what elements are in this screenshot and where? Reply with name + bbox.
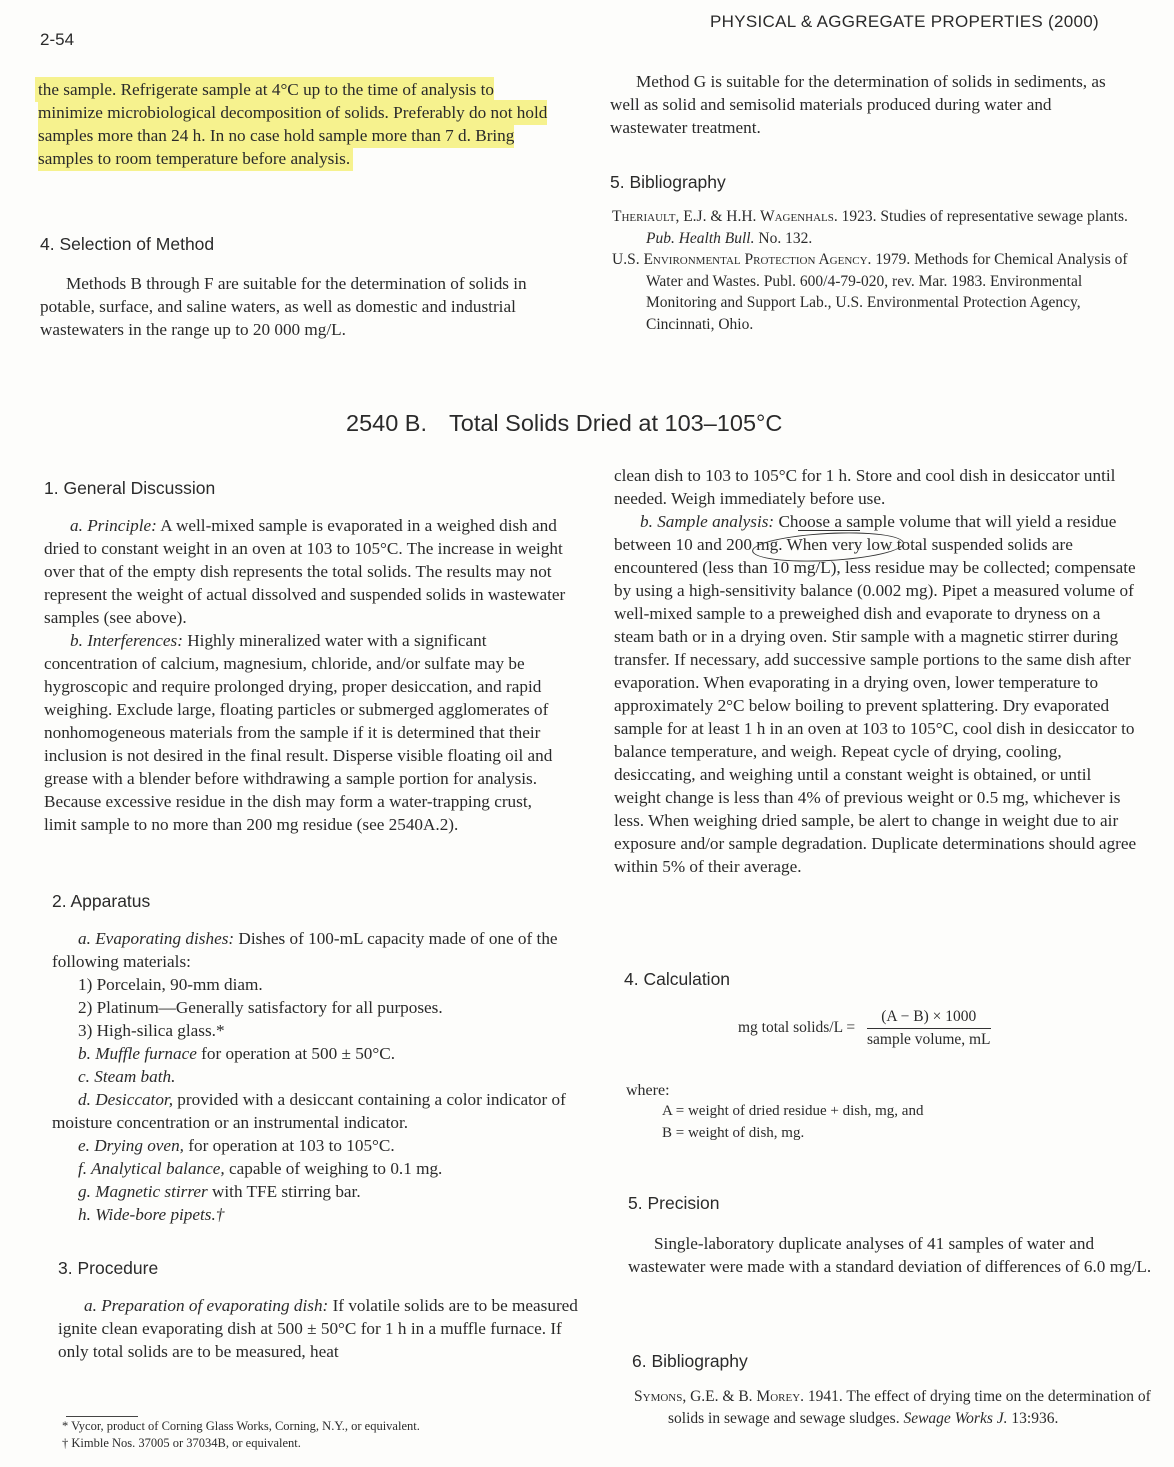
method-g-paragraph: Method G is suitable for the determination of solids in sediments, as well as solid and semisolid materials produced during water and wastewater treatment. — [610, 72, 1106, 137]
footnote-rule — [66, 1416, 138, 1417]
formula-denominator: sample volume, mL — [866, 1031, 991, 1048]
bib-entry: Symons, G.E. & B. Morey. 1941. The effect of drying time on the determination of solids in sewage and sewage sludges. Sewage Works J. 13:936. — [634, 1388, 1151, 1427]
general-discussion-heading: 1. General Discussion — [44, 478, 216, 498]
precision-heading: 5. Precision — [628, 1193, 720, 1213]
apparatus-list: a. Evaporating dishes: Dishes of 100-mL capacity made of one of the following materials: 1) Porcelain, 90-mm diam. 2) Platinum—Generally satisfactory for all purposes. 3) High-silica glass.* b. Muffle furnace for operation at 500 ± 50°C. c. Steam bath. d. Desiccator, provided with a desiccant containing a color indicator of moisture concentration or an instrumental indicator. e. Drying oven, for operation at 103 to 105°C. f. Analytical balance, capable of weighing to 0.1 mg. g. Magnetic stirrer with TFE stirring bar. h. Wide-bore pipets.† — [52, 929, 566, 1224]
bib-entry: U.S. Environmental Protection Agency. 1979. Methods for Chemical Analysis of Water and Wastes. Publ. 600/4-79-020, rev. Mar. 1983. Environmental Monitoring and Support Lab., U.S. Environmental Protection Agency, Cincinnati, Ohio. — [612, 251, 1128, 333]
bibliography-heading: 5. Bibliography — [610, 172, 726, 192]
variable-definitions — [662, 1100, 923, 1144]
precision-paragraph: Single-laboratory duplicate analyses of 41 samples of water and wastewater were made with a standard deviation of differences of 6.0 mg/L. — [628, 1234, 1152, 1276]
running-title: PHYSICAL & AGGREGATE PROPERTIES (2000) — [710, 12, 1099, 31]
footnote-2: † Kimble Nos. 37005 or 37034B, or equivalent. — [62, 1436, 301, 1450]
where-label: where: — [626, 1082, 670, 1099]
calculation-heading: 4. Calculation — [624, 969, 731, 989]
formula-fraction — [867, 1008, 991, 1049]
apparatus-heading: 2. Apparatus — [52, 891, 151, 911]
page-number: 2-54 — [40, 30, 75, 49]
footnote-1: * Vycor, product of Corning Glass Works, Corning, N.Y., or equivalent. — [62, 1419, 420, 1433]
definition-b: B = weight of dish, mg. — [662, 1125, 805, 1141]
bibliography-2-list — [634, 1386, 1156, 1429]
top-left-column — [38, 78, 560, 170]
general-discussion-body: a. Principle: A well-mixed sample is evaporated in a weighed dish and dried to constant weight in an oven at 103 to 105°C. The increase in weight over that of the empty dish represents the total solids. The results may not represent the weight of actual dissolved and suspended solids in wastewater samples (see above). b. Interferences: Highly mineralized water with a significant concentration of calcium, magnesium, chloride, and/or sulfate may be hygroscopic and require prolonged drying, proper desiccation, and rapid weighing. Exclude large, floating particles or submerged agglomerates of nonhomogeneous materials from the sample if it is determined that their inclusion is not desired in the final result. Disperse visible floating oil and grease with a blender before withdrawing a sample portion for analysis. Because excessive residue in the dish may form a water-trapping crust, limit sample to no more than 200 mg residue (see 2540A.2). — [44, 516, 566, 834]
procedure-continued: clean dish to 103 to 105°C for 1 h. Store and cool dish in desiccator until needed. Weigh immediately before use. b. Sample analysis: Choose a sample volume that will yield a residue between 10 and 200 mg. When very low total suspended solids are encountered (less than 10 mg/L), less residue may be collected; compensate by using a high-sensitivity balance (0.002 mg). Pipet a measured volume of well-mixed sample to a preweighed dish and evaporate to dryness on a steam bath or in a drying oven. Stir sample with a magnetic stirrer during transfer. If necessary, add successive sample portions to the same dish after evaporation. When evaporating in a drying oven, lower temperature to approximately 2°C below boiling to prevent splattering. Dry evaporated sample for at least 1 h in an oven at 103 to 105°C, cool dish in desiccator to balance temperature, and weigh. Repeat cycle of drying, cooling, desiccating, and weighing until a constant weight is obtained, or until weight change is less than 4% of previous weight or 0.5 mg, whichever is less. When weighing dried sample, be alert to change in weight due to air exposure and/or sample degradation. Duplicate determinations should agree within 5% of their average. — [614, 466, 1137, 876]
bib-entry: Theriault, E.J. & H.H. Wagenhals. 1923. Studies of representative sewage plants. Pub. Health Bull. No. 132. — [612, 208, 1128, 247]
procedure-heading: 3. Procedure — [58, 1258, 159, 1278]
bibliography-list — [612, 206, 1134, 335]
formula-lhs: mg total solids/L = — [738, 1019, 856, 1037]
definition-a: A = weight of dried residue + dish, mg, and — [662, 1103, 924, 1119]
footnotes — [62, 1418, 420, 1452]
formula-numerator: (A − B) × 1000 — [867, 1008, 991, 1029]
highlighted-passage: the sample. Refrigerate sample at 4°C up to the time of analysis to minimize microbiological decomposition of solids. Preferably do not hold samples more than 24 h. In no case hold sample more than 7 d. Bring samples to room temperature before analysis. — [38, 80, 548, 168]
section-title: 2540 B. Total Solids Dried at 103–105°C — [346, 410, 783, 436]
formula — [738, 1008, 991, 1049]
selection-heading: 4. Selection of Method — [40, 234, 215, 254]
pen-mark-underline — [798, 530, 860, 531]
bibliography-2-heading: 6. Bibliography — [632, 1351, 748, 1371]
selection-paragraph: Methods B through F are suitable for the determination of solids in potable, surface, and saline waters, as well as domestic and industrial wastewaters in the range up to 20 000 mg/L. — [40, 274, 527, 339]
procedure-prep: a. Preparation of evaporating dish: If volatile solids are to be measured ignite clean evaporating dish at 500 ± 50°C for 1 h in a muffle furnace. If only total solids are to be measured, heat — [58, 1296, 578, 1361]
